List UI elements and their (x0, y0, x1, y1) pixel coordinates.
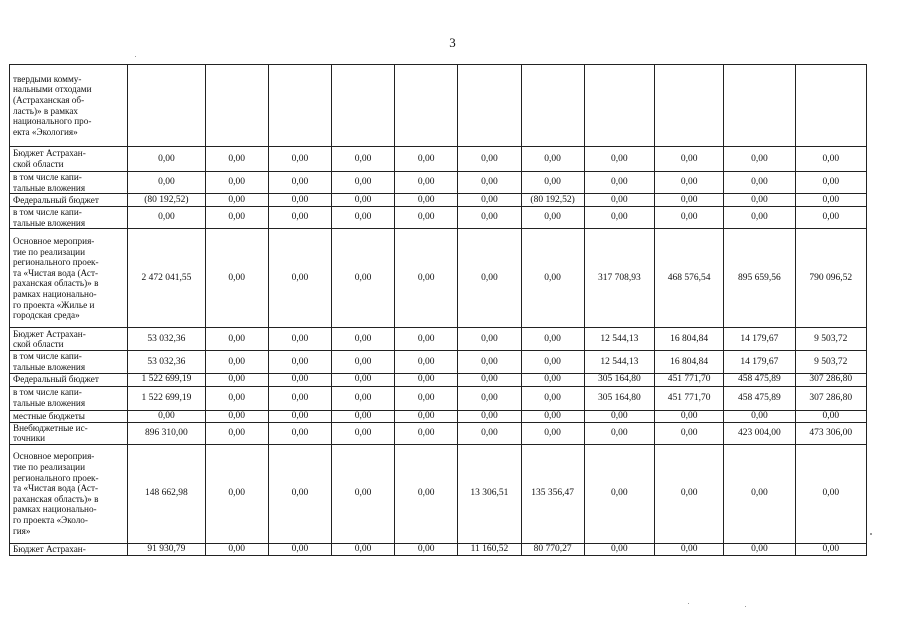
year-value-cell: 12 544,13 (584, 328, 654, 351)
year-value-cell: 0,00 (331, 229, 394, 328)
year-value-cell: 423 004,00 (724, 422, 795, 444)
year-value-cell: 0,00 (395, 147, 458, 172)
year-value-cell: 0,00 (268, 373, 331, 386)
year-value-cell: 0,00 (584, 543, 654, 555)
year-value-cell: 0,00 (584, 410, 654, 422)
year-value-cell: 0,00 (268, 386, 331, 410)
row-label: в том числе капи- тальные вложения (10, 351, 128, 373)
row-label: Бюджет Астрахан- ской области (10, 147, 128, 172)
year-value-cell: 0,00 (724, 194, 795, 207)
year-value-cell: 0,00 (584, 194, 654, 207)
year-value-cell: 0,00 (654, 207, 723, 229)
row-label: в том числе капи- тальные вложения (10, 207, 128, 229)
year-value-cell: 9 503,72 (795, 328, 866, 351)
year-value-cell: 0,00 (584, 444, 654, 543)
year-value-cell: 0,00 (268, 229, 331, 328)
year-value-cell: 0,00 (268, 194, 331, 207)
year-value-cell: 9 503,72 (795, 351, 866, 373)
row-label: Внебюджетные ис- точники (10, 422, 128, 444)
year-value-cell: 305 164,80 (584, 373, 654, 386)
year-value-cell: 0,00 (521, 410, 584, 422)
row-total-cell: 1 522 699,19 (128, 373, 205, 386)
year-value-cell: 14 179,67 (724, 328, 795, 351)
year-value-cell: 11 160,52 (458, 543, 521, 555)
year-value-cell: 0,00 (268, 172, 331, 194)
year-value-cell: 0,00 (724, 444, 795, 543)
year-value-cell: 14 179,67 (724, 351, 795, 373)
row-label: Основное мероприя- тие по реализации регионального проек- та «Чистая вода (Аст- раханская область)» в рамках национально- го проекта «Эколо- гия» (10, 444, 128, 543)
year-value-cell: 0,00 (458, 410, 521, 422)
year-value-cell: 0,00 (331, 147, 394, 172)
year-value-cell: 0,00 (795, 444, 866, 543)
year-value-cell: 0,00 (205, 386, 268, 410)
year-value-cell: 0,00 (268, 351, 331, 373)
year-value-cell: 451 771,70 (654, 373, 723, 386)
year-value-cell: 0,00 (724, 147, 795, 172)
year-value-cell: 0,00 (795, 194, 866, 207)
year-value-cell: 317 708,93 (584, 229, 654, 328)
row-label: Бюджет Астрахан- (10, 543, 128, 555)
row-label: Бюджет Астрахан- ской области (10, 328, 128, 351)
year-value-cell (268, 65, 331, 147)
year-value-cell: 0,00 (795, 147, 866, 172)
year-value-cell: 0,00 (331, 207, 394, 229)
year-value-cell: 0,00 (268, 543, 331, 555)
table-row (10, 194, 867, 207)
year-value-cell: 0,00 (458, 351, 521, 373)
table-row (10, 422, 867, 444)
year-value-cell: 0,00 (205, 422, 268, 444)
year-value-cell: 0,00 (654, 422, 723, 444)
year-value-cell: 0,00 (268, 147, 331, 172)
year-value-cell (724, 65, 795, 147)
year-value-cell (331, 65, 394, 147)
year-value-cell (395, 65, 458, 147)
year-value-cell: 0,00 (395, 543, 458, 555)
year-value-cell: 0,00 (724, 410, 795, 422)
row-label: в том числе капи- тальные вложения (10, 172, 128, 194)
year-value-cell: 0,00 (395, 444, 458, 543)
year-value-cell (205, 65, 268, 147)
year-value-cell: 790 096,52 (795, 229, 866, 328)
year-value-cell: 0,00 (205, 351, 268, 373)
table-row (10, 147, 867, 172)
year-value-cell: 0,00 (331, 410, 394, 422)
table-row (10, 543, 867, 555)
year-value-cell: 0,00 (205, 410, 268, 422)
row-label: Основное мероприя- тие по реализации регионального проек- та «Чистая вода (Аст- раханская область)» в рамках национально- го проекта «Жилье и городская среда» (10, 229, 128, 328)
year-value-cell: 0,00 (268, 444, 331, 543)
year-value-cell: 0,00 (521, 422, 584, 444)
year-value-cell: 0,00 (458, 207, 521, 229)
year-value-cell: 0,00 (331, 194, 394, 207)
year-value-cell: 0,00 (205, 207, 268, 229)
year-value-cell: 0,00 (795, 207, 866, 229)
year-value-cell: 0,00 (724, 172, 795, 194)
row-total-cell: 148 662,98 (128, 444, 205, 543)
year-value-cell: 0,00 (724, 207, 795, 229)
year-value-cell: 80 770,27 (521, 543, 584, 555)
year-value-cell: 0,00 (331, 172, 394, 194)
row-total-cell (128, 65, 205, 147)
year-value-cell: 0,00 (654, 147, 723, 172)
row-label: Федеральный бюджет (10, 194, 128, 207)
year-value-cell: 0,00 (205, 147, 268, 172)
year-value-cell: 0,00 (331, 543, 394, 555)
row-total-cell: 1 522 699,19 (128, 386, 205, 410)
year-value-cell: 0,00 (395, 410, 458, 422)
year-value-cell: 0,00 (205, 373, 268, 386)
year-value-cell: (80 192,52) (521, 194, 584, 207)
year-value-cell: 0,00 (654, 194, 723, 207)
row-label: Федеральный бюджет (10, 373, 128, 386)
row-total-cell: 896 310,00 (128, 422, 205, 444)
row-total-cell: 0,00 (128, 410, 205, 422)
year-value-cell: 0,00 (395, 373, 458, 386)
year-value-cell: 13 306,51 (458, 444, 521, 543)
year-value-cell: 468 576,54 (654, 229, 723, 328)
year-value-cell: 0,00 (331, 351, 394, 373)
page-number: 3 (449, 35, 456, 50)
year-value-cell: 0,00 (654, 410, 723, 422)
year-value-cell: 16 804,84 (654, 328, 723, 351)
year-value-cell: 0,00 (795, 410, 866, 422)
row-total-cell: 0,00 (128, 172, 205, 194)
year-value-cell: 0,00 (584, 172, 654, 194)
year-value-cell: 0,00 (395, 422, 458, 444)
table-row (10, 351, 867, 373)
year-value-cell: 0,00 (205, 194, 268, 207)
year-value-cell: 451 771,70 (654, 386, 723, 410)
year-value-cell: 0,00 (205, 444, 268, 543)
scan-speck (745, 606, 746, 607)
row-total-cell: 2 472 041,55 (128, 229, 205, 328)
table-row (10, 207, 867, 229)
scan-speck (688, 603, 689, 604)
year-value-cell (654, 65, 723, 147)
year-value-cell: 473 306,00 (795, 422, 866, 444)
year-value-cell: 0,00 (395, 207, 458, 229)
year-value-cell: 307 286,80 (795, 373, 866, 386)
table-row (10, 386, 867, 410)
year-value-cell: 0,00 (268, 422, 331, 444)
year-value-cell: 0,00 (458, 386, 521, 410)
year-value-cell: 0,00 (521, 147, 584, 172)
year-value-cell: 0,00 (205, 328, 268, 351)
year-value-cell: 0,00 (654, 172, 723, 194)
year-value-cell: 0,00 (268, 410, 331, 422)
year-value-cell: 0,00 (268, 328, 331, 351)
row-total-cell: 0,00 (128, 147, 205, 172)
year-value-cell: 0,00 (395, 194, 458, 207)
row-label: в том числе капи- тальные вложения (10, 386, 128, 410)
year-value-cell: 458 475,89 (724, 386, 795, 410)
year-value-cell: 0,00 (205, 229, 268, 328)
year-value-cell: 0,00 (395, 172, 458, 194)
year-value-cell: 0,00 (654, 444, 723, 543)
year-value-cell: 0,00 (205, 543, 268, 555)
budget-table (9, 64, 867, 556)
year-value-cell: 0,00 (331, 422, 394, 444)
year-value-cell: 0,00 (795, 172, 866, 194)
year-value-cell: 0,00 (458, 194, 521, 207)
row-total-cell: (80 192,52) (128, 194, 205, 207)
year-value-cell: 0,00 (331, 373, 394, 386)
year-value-cell: 0,00 (521, 373, 584, 386)
year-value-cell: 135 356,47 (521, 444, 584, 543)
table-row (10, 172, 867, 194)
year-value-cell (584, 65, 654, 147)
row-label: твердыми комму- нальными отходами (Астраханская об- ласть)» в рамках национального про- екта «Экология» (10, 65, 128, 147)
year-value-cell: 0,00 (654, 543, 723, 555)
year-value-cell: 307 286,80 (795, 386, 866, 410)
year-value-cell: 0,00 (205, 172, 268, 194)
year-value-cell: 0,00 (458, 422, 521, 444)
year-value-cell: 0,00 (458, 328, 521, 351)
row-total-cell: 91 930,79 (128, 543, 205, 555)
table-row (10, 373, 867, 386)
year-value-cell: 0,00 (521, 207, 584, 229)
year-value-cell: 0,00 (584, 147, 654, 172)
row-label: местные бюджеты (10, 410, 128, 422)
year-value-cell: 0,00 (268, 207, 331, 229)
row-total-cell: 53 032,36 (128, 351, 205, 373)
year-value-cell: 0,00 (521, 172, 584, 194)
scan-speck (870, 533, 872, 535)
year-value-cell: 0,00 (395, 351, 458, 373)
row-total-cell: 53 032,36 (128, 328, 205, 351)
year-value-cell: 458 475,89 (724, 373, 795, 386)
year-value-cell: 0,00 (521, 351, 584, 373)
table-row (10, 410, 867, 422)
year-value-cell: 0,00 (724, 543, 795, 555)
year-value-cell: 0,00 (395, 386, 458, 410)
year-value-cell: 0,00 (521, 328, 584, 351)
scan-speck (135, 56, 136, 57)
year-value-cell (458, 65, 521, 147)
row-total-cell: 0,00 (128, 207, 205, 229)
table-row (10, 229, 867, 328)
year-value-cell: 0,00 (331, 444, 394, 543)
year-value-cell (795, 65, 866, 147)
year-value-cell: 0,00 (458, 172, 521, 194)
year-value-cell: 0,00 (395, 229, 458, 328)
table-row (10, 328, 867, 351)
year-value-cell: 0,00 (521, 386, 584, 410)
year-value-cell: 305 164,80 (584, 386, 654, 410)
year-value-cell: 0,00 (458, 229, 521, 328)
year-value-cell: 0,00 (331, 328, 394, 351)
table-row (10, 65, 867, 147)
year-value-cell: 0,00 (584, 422, 654, 444)
year-value-cell: 0,00 (795, 543, 866, 555)
year-value-cell: 16 804,84 (654, 351, 723, 373)
year-value-cell: 12 544,13 (584, 351, 654, 373)
year-value-cell: 0,00 (331, 386, 394, 410)
year-value-cell: 0,00 (458, 373, 521, 386)
year-value-cell: 0,00 (521, 229, 584, 328)
year-value-cell (521, 65, 584, 147)
table-row (10, 444, 867, 543)
year-value-cell: 0,00 (458, 147, 521, 172)
year-value-cell: 895 659,56 (724, 229, 795, 328)
year-value-cell: 0,00 (395, 328, 458, 351)
year-value-cell: 0,00 (584, 207, 654, 229)
